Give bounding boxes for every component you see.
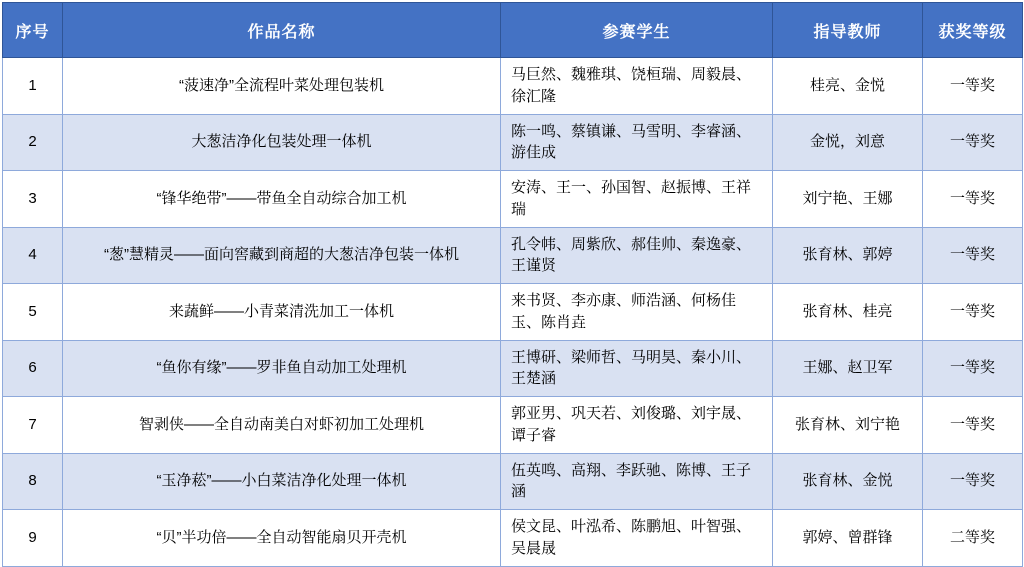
cell-award: 一等奖 xyxy=(923,284,1023,341)
cell-award: 一等奖 xyxy=(923,58,1023,115)
column-header-teachers: 指导教师 xyxy=(773,3,923,58)
cell-students: 来书贤、李亦康、师浩涵、何杨佳玉、陈肖垚 xyxy=(501,284,773,341)
cell-teachers: 张育林、郭婷 xyxy=(773,227,923,284)
cell-index: 3 xyxy=(3,171,63,228)
cell-students: 郭亚男、巩天若、刘俊璐、刘宇晟、谭子睿 xyxy=(501,397,773,454)
cell-index: 6 xyxy=(3,340,63,397)
table-row xyxy=(3,510,1023,567)
cell-students: 安涛、王一、孙国智、赵振博、王祥瑞 xyxy=(501,171,773,228)
table-header-row xyxy=(3,3,1023,58)
cell-students: 伍英鸣、高翔、李跃驰、陈博、王子涵 xyxy=(501,453,773,510)
table-body xyxy=(3,58,1023,567)
cell-students: 王博研、梁师哲、马明昊、秦小川、王楚涵 xyxy=(501,340,773,397)
cell-teachers: 张育林、刘宁艳 xyxy=(773,397,923,454)
cell-students: 侯文昆、叶泓希、陈鹏旭、叶智强、吴晨晟 xyxy=(501,510,773,567)
cell-award: 一等奖 xyxy=(923,397,1023,454)
column-header-index: 序号 xyxy=(3,3,63,58)
cell-index: 8 xyxy=(3,453,63,510)
cell-teachers: 桂亮、金悦 xyxy=(773,58,923,115)
cell-students: 孔令帏、周紫欣、郝佳帅、秦逸豪、王谨贤 xyxy=(501,227,773,284)
cell-award: 一等奖 xyxy=(923,114,1023,171)
table-header xyxy=(3,3,1023,58)
award-results-table xyxy=(2,2,1023,567)
cell-title: “菠速净”全流程叶菜处理包装机 xyxy=(63,58,501,115)
cell-title: 智剥侠——全自动南美白对虾初加工处理机 xyxy=(63,397,501,454)
cell-award: 一等奖 xyxy=(923,171,1023,228)
column-header-award: 获奖等级 xyxy=(923,3,1023,58)
cell-title: 来蔬鲜——小青菜清洗加工一体机 xyxy=(63,284,501,341)
cell-teachers: 王娜、赵卫军 xyxy=(773,340,923,397)
cell-teachers: 张育林、桂亮 xyxy=(773,284,923,341)
cell-teachers: 张育林、金悦 xyxy=(773,453,923,510)
cell-title: “锋华绝带”——带鱼全自动综合加工机 xyxy=(63,171,501,228)
table-row xyxy=(3,284,1023,341)
cell-index: 5 xyxy=(3,284,63,341)
cell-students: 马巨然、魏雅琪、饶桓瑞、周毅晨、徐汇隆 xyxy=(501,58,773,115)
cell-award: 二等奖 xyxy=(923,510,1023,567)
cell-index: 1 xyxy=(3,58,63,115)
cell-title: “贝”半功倍——全自动智能扇贝开壳机 xyxy=(63,510,501,567)
cell-teachers: 郭婷、曾群锋 xyxy=(773,510,923,567)
table-row xyxy=(3,58,1023,115)
table-row xyxy=(3,397,1023,454)
cell-title: “葱”慧精灵——面向窖藏到商超的大葱洁净包装一体机 xyxy=(63,227,501,284)
cell-title: 大葱洁净化包装处理一体机 xyxy=(63,114,501,171)
table-row xyxy=(3,453,1023,510)
cell-title: “玉净菘”——小白菜洁净化处理一体机 xyxy=(63,453,501,510)
table-row xyxy=(3,227,1023,284)
column-header-title: 作品名称 xyxy=(63,3,501,58)
cell-teachers: 金悦，刘意 xyxy=(773,114,923,171)
cell-index: 9 xyxy=(3,510,63,567)
cell-index: 4 xyxy=(3,227,63,284)
award-list-document xyxy=(0,2,1024,557)
cell-title: “鱼你有缘”——罗非鱼自动加工处理机 xyxy=(63,340,501,397)
cell-index: 2 xyxy=(3,114,63,171)
cell-teachers: 刘宁艳、王娜 xyxy=(773,171,923,228)
cell-index: 7 xyxy=(3,397,63,454)
table-row xyxy=(3,171,1023,228)
cell-students: 陈一鸣、蔡镇谦、马雪明、李睿涵、游佳成 xyxy=(501,114,773,171)
column-header-students: 参赛学生 xyxy=(501,3,773,58)
cell-award: 一等奖 xyxy=(923,340,1023,397)
cell-award: 一等奖 xyxy=(923,453,1023,510)
table-row xyxy=(3,340,1023,397)
cell-award: 一等奖 xyxy=(923,227,1023,284)
table-row xyxy=(3,114,1023,171)
